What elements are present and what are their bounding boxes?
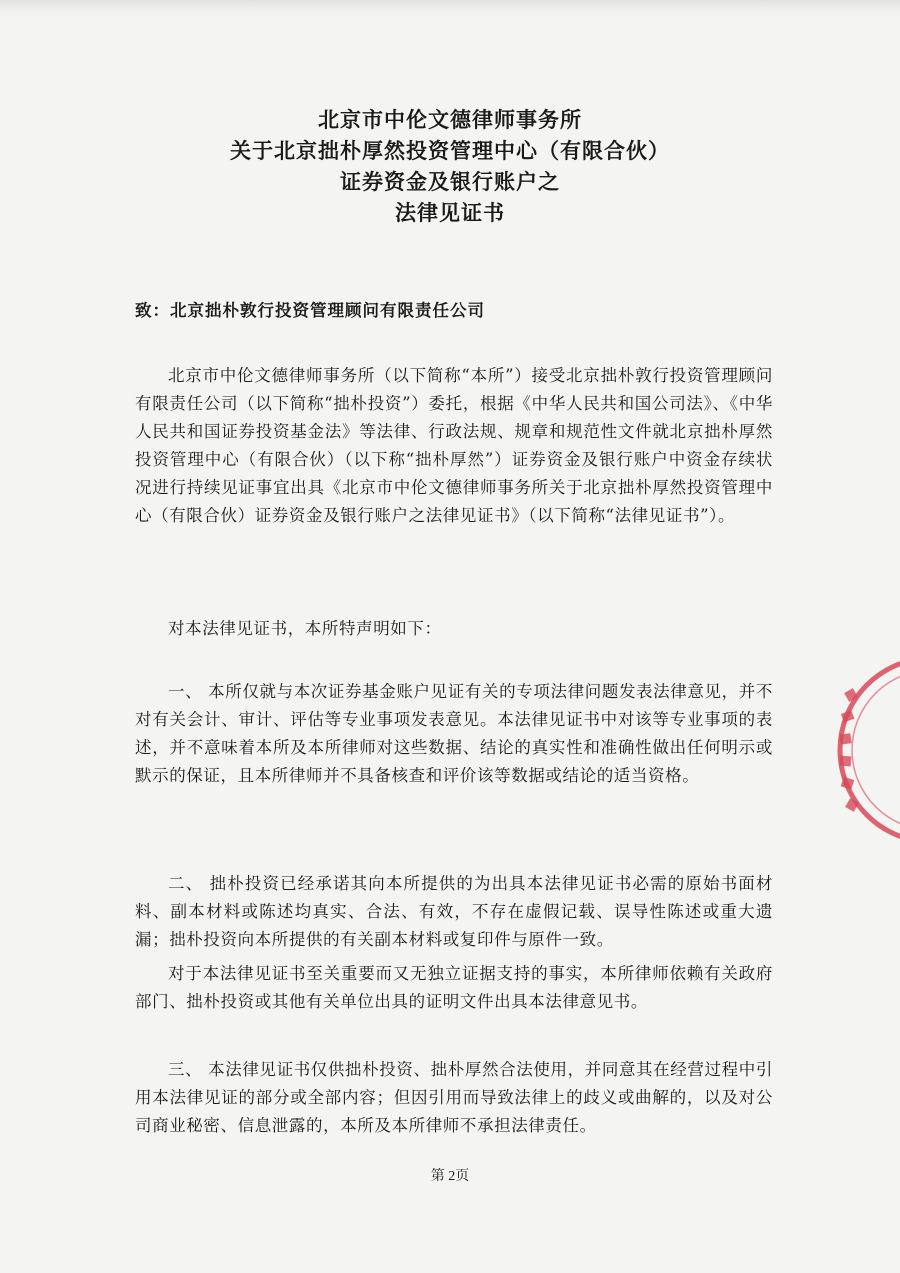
title-line-3: 证券资金及银行账户之 <box>340 169 560 194</box>
seal-icon <box>832 650 900 850</box>
item-2-paragraph: 二、 拙朴投资已经承诺其向本所提供的为出具本法律见证书必需的原始书面材料、副本材料或陈述均真实、合法、有效，不存在虚假记载、误导性陈述或重大遗漏；拙朴投资向本所提供的有关副本材料或复印件与原件一致。 <box>135 874 773 949</box>
title-line-1: 北京市中伦文德律师事务所 <box>318 107 582 132</box>
declaration-paragraph: 对本法律见证书，本所特声明如下： <box>168 619 442 638</box>
document-title <box>100 104 800 228</box>
title-line-2: 关于北京拙朴厚然投资管理中心（有限合伙） <box>230 138 670 163</box>
scan-edge <box>0 0 900 14</box>
page-number: 第 2页 <box>430 1169 470 1184</box>
item-2-supplement-paragraph: 对于本法律见证书至关重要而又无独立证据支持的事实，本所律师依赖有关政府部门、拙朴投资或其他有关单位出具的证明文件出具本法律意见书。 <box>135 964 773 1011</box>
item-1-paragraph: 一、 本所仅就与本次证券基金账户见证有关的专项法律问题发表法律意见，并不对有关会计、审计、评估等专业事项发表意见。本法律见证书中对该等专业事项的表述，并不意味着本所及本所律师对这些数据、结论的真实性和准确性做出任何明示或默示的保证，且本所律师并不具备核查和评价该等数据或结论的适当资格。 <box>135 682 773 785</box>
intro-paragraph: 北京市中伦文德律师事务所（以下简称“本所”）接受北京拙朴敦行投资管理顾问有限责任公司（以下简称“拙朴投资”）委托，根据《中华人民共和国公司法》、《中华人民共和国证券投资基金法》等法律、行政法规、规章和规范性文件就北京拙朴厚然投资管理中心（有限合伙）（以下称“拙朴厚然”）证券资金及银行账户中资金存续状况进行持续见证事宜出具《北京市中伦文德律师事务所关于北京拙朴厚然投资管理中心（有限合伙）证券资金及银行账户之法律见证书》（以下简称“法律见证书”）。 <box>135 366 773 525</box>
partial-seal-stamp <box>832 650 900 850</box>
item-3-paragraph: 三、 本法律见证书仅供拙朴投资、拙朴厚然合法使用，并同意其在经营过程中引用本法律见证的部分或全部内容；但因引用而导致法律上的歧义或曲解的，以及对公司商业秘密、信息泄露的，本所及本所律师不承担法律责任。 <box>135 1060 773 1135</box>
title-line-4: 法律见证书 <box>395 200 505 225</box>
addressee: 致：北京拙朴敦行投资管理顾问有限责任公司 <box>135 301 485 320</box>
